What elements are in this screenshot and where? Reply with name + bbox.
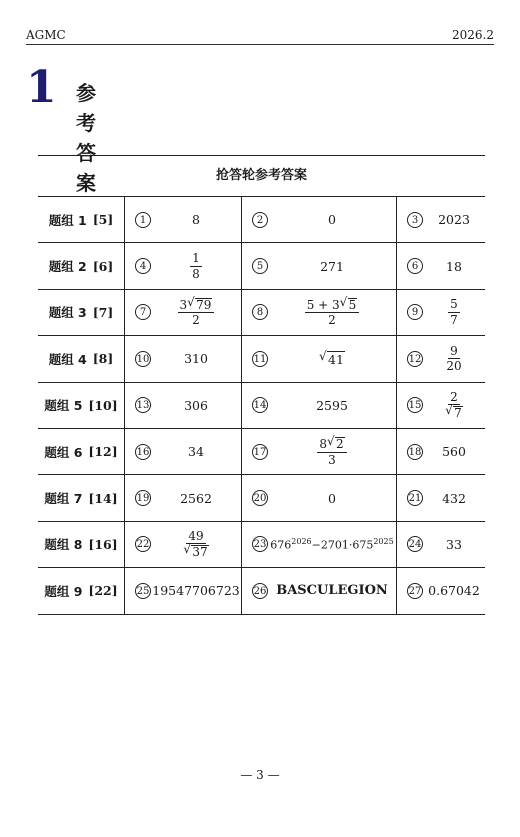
answer-cell (125, 290, 242, 335)
sum-term: 5 + 3 (306, 297, 340, 312)
section-number: 1 (26, 62, 57, 113)
sqrt-expression (183, 545, 208, 559)
answer-value: 19547706723 (152, 583, 240, 599)
answer-value (153, 290, 239, 335)
numerator: 5 (450, 297, 458, 312)
answer-cell (397, 197, 485, 242)
group-points: [14] (88, 490, 118, 506)
group-points: [12] (88, 444, 118, 460)
answer-cell (125, 475, 242, 520)
answer-value: 0.67042 (428, 583, 480, 599)
table-body (38, 197, 485, 614)
sqrt-expression (327, 437, 345, 451)
table-row (38, 197, 485, 242)
answer-value (270, 336, 394, 381)
answer-value: 271 (320, 258, 344, 274)
answer-cell (397, 243, 485, 288)
sqrt-expression (319, 351, 345, 367)
problem-number-badge: 10 (135, 351, 151, 367)
answer-value (270, 429, 394, 474)
group-cell (38, 568, 125, 613)
problem-number-badge: 15 (407, 397, 423, 413)
group-points: [6] (92, 258, 114, 274)
group-label: 题组 9 (44, 583, 83, 599)
answer-cell (242, 197, 397, 242)
answer-value: 2023 (438, 212, 470, 228)
answer-value: 18 (446, 258, 462, 274)
table-row (38, 335, 485, 381)
table-row (38, 521, 485, 567)
group-label: 题组 7 (44, 491, 83, 507)
table-row (38, 474, 485, 520)
group-points: [8] (92, 351, 114, 367)
fraction (317, 437, 346, 466)
denominator: 8 (192, 266, 200, 281)
sqrt-expression (187, 298, 212, 312)
answer-value: 34 (188, 444, 204, 460)
sqrt-expression (445, 406, 463, 420)
group-label: 题组 1 (48, 212, 87, 228)
answer-value (425, 383, 483, 428)
problem-number-badge: 20 (252, 490, 268, 506)
problem-number-badge: 9 (407, 304, 423, 320)
group-cell (38, 290, 125, 335)
group-label: 题组 5 (44, 398, 83, 414)
fraction (446, 345, 461, 373)
problem-number-badge: 18 (407, 444, 423, 460)
numerator: 2 (450, 389, 458, 404)
group-cell (38, 336, 125, 381)
denominator (183, 544, 208, 559)
answer-cell (242, 336, 397, 381)
sqrt-expression (340, 298, 358, 312)
problem-number-badge: 23 (252, 536, 268, 552)
fraction (183, 530, 208, 559)
numerator: 9 (450, 343, 458, 358)
answer-table (38, 155, 485, 615)
group-points: [5] (92, 212, 114, 228)
answer-value (270, 522, 394, 567)
answer-cell (242, 383, 397, 428)
table-row (38, 289, 485, 335)
coefficient: 8 (319, 437, 327, 452)
problem-number-badge: 16 (135, 444, 151, 460)
denominator: 3 (328, 452, 336, 467)
section-title: 参考答案 (76, 81, 96, 195)
group-points: [10] (88, 397, 118, 413)
numerator: 49 (188, 528, 204, 543)
answer-value: BASCULEGION (276, 583, 388, 599)
group-cell (38, 522, 125, 567)
problem-number-badge: 4 (135, 258, 151, 274)
answer-cell (242, 429, 397, 474)
page-number: — 3 — (240, 768, 280, 782)
answer-value: 560 (442, 444, 466, 460)
table-row (38, 567, 485, 613)
answer-value: 2595 (316, 397, 348, 413)
problem-number-badge: 19 (135, 490, 151, 506)
group-cell (38, 383, 125, 428)
radicand: 41 (328, 351, 344, 367)
answer-cell (125, 243, 242, 288)
problem-number-badge: 2 (252, 212, 268, 228)
radicand: 7 (454, 406, 462, 421)
denominator: 7 (450, 312, 458, 327)
answer-cell (242, 290, 397, 335)
fraction (448, 298, 460, 326)
group-label: 题组 8 (44, 537, 83, 553)
answer-cell (242, 475, 397, 520)
table-caption: 抢答轮参考答案 (38, 156, 485, 197)
problem-number-badge: 7 (135, 304, 151, 320)
power-expression (270, 537, 393, 552)
problem-number-badge: 24 (407, 536, 423, 552)
problem-number-badge: 22 (135, 536, 151, 552)
answer-value: 2562 (180, 490, 212, 506)
answer-value: 310 (184, 351, 208, 367)
answer-cell (397, 383, 485, 428)
answer-value (153, 243, 239, 288)
numerator: 1 (192, 250, 200, 265)
problem-number-badge: 12 (407, 351, 423, 367)
answer-cell (125, 429, 242, 474)
answer-cell (397, 522, 485, 567)
answer-value: 0 (328, 490, 336, 506)
group-points: [7] (92, 304, 114, 320)
exponent: 2026 (291, 537, 312, 547)
problem-number-badge: 13 (135, 397, 151, 413)
answer-value (425, 290, 483, 335)
answer-cell (397, 290, 485, 335)
group-label: 题组 2 (48, 259, 87, 275)
fraction (305, 298, 360, 327)
group-label: 题组 6 (44, 444, 83, 460)
group-label: 题组 4 (48, 351, 87, 367)
answer-value: 0 (328, 212, 336, 228)
answer-cell (242, 522, 397, 567)
problem-number-badge: 14 (252, 397, 268, 413)
operator-term: −2701·675 (311, 538, 374, 552)
numerator (178, 298, 215, 314)
fraction (445, 391, 463, 420)
problem-number-badge: 11 (252, 351, 268, 367)
radicand: 5 (348, 297, 357, 312)
coefficient: 3 (179, 297, 188, 312)
group-points: [22] (88, 583, 118, 599)
answer-value (153, 522, 239, 567)
exponent: 2025 (373, 537, 394, 547)
answer-cell (397, 429, 485, 474)
header-left-label: AGMC (26, 28, 66, 42)
answer-cell (125, 522, 242, 567)
answer-value (425, 336, 483, 381)
numerator (305, 298, 360, 314)
group-points: [16] (88, 536, 118, 552)
denominator: 20 (446, 359, 462, 374)
answer-value: 8 (192, 212, 200, 228)
base: 676 (270, 538, 292, 552)
denominator (445, 405, 463, 420)
table-row (38, 382, 485, 428)
header-date: 2026.2 (452, 28, 494, 42)
answer-cell (125, 383, 242, 428)
answer-cell (397, 336, 485, 381)
fraction (190, 252, 202, 280)
answer-cell (242, 568, 397, 613)
table-row (38, 428, 485, 474)
problem-number-badge: 1 (135, 212, 151, 228)
problem-number-badge: 17 (252, 444, 268, 460)
answer-value: 432 (442, 490, 466, 506)
answer-value: 306 (184, 397, 208, 413)
numerator (317, 437, 346, 453)
answer-cell (397, 475, 485, 520)
group-cell (38, 429, 125, 474)
denominator: 2 (192, 313, 200, 328)
problem-number-badge: 21 (407, 490, 423, 506)
problem-number-badge: 25 (135, 583, 151, 599)
problem-number-badge: 8 (252, 304, 268, 320)
answer-cell (125, 568, 242, 613)
group-cell (38, 243, 125, 288)
problem-number-badge: 3 (407, 212, 423, 228)
group-cell (38, 197, 125, 242)
problem-number-badge: 27 (407, 583, 423, 599)
answer-value: 33 (446, 536, 462, 552)
group-label: 题组 3 (48, 305, 87, 321)
answer-value (270, 290, 394, 335)
answer-cell (242, 243, 397, 288)
problem-number-badge: 6 (407, 258, 423, 274)
radicand: 2 (336, 437, 344, 452)
group-cell (38, 475, 125, 520)
fraction (178, 298, 215, 327)
problem-number-badge: 5 (252, 258, 268, 274)
answer-cell (125, 336, 242, 381)
radicand: 37 (192, 545, 208, 560)
running-header (26, 28, 494, 45)
answer-cell (125, 197, 242, 242)
answer-cell (397, 568, 485, 613)
denominator: 2 (328, 313, 336, 328)
table-row (38, 242, 485, 288)
radicand: 79 (196, 297, 212, 312)
problem-number-badge: 26 (252, 583, 268, 599)
